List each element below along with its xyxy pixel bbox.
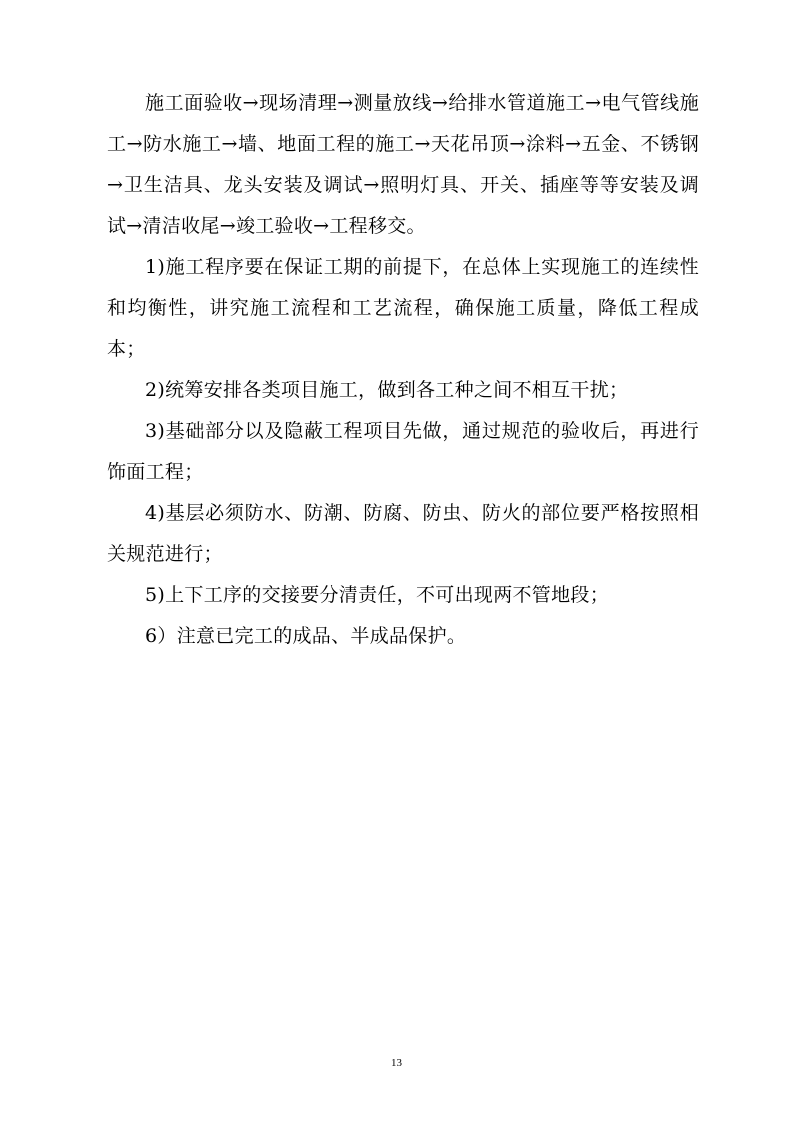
paragraph-item-2: 2)统筹安排各类项目施工，做到各工种之间不相互干扰； xyxy=(145,379,629,401)
paragraph-construction-sequence: 施工面验收→现场清理→测量放线→给排水管道施工→电气管线施工→防水施工→墙、地面工程的施工→天花吊顶→涂料→五金、不锈钢→卫生洁具、龙头安装及调试→照明灯具、开关、插座等等安装及调试→清洁收尾→竣工验收→工程移交。 xyxy=(107,92,699,237)
document-body xyxy=(107,83,699,657)
paragraph-item-4: 4)基层必须防水、防潮、防腐、防虫、防火的部位要严格按照相关规范进行； xyxy=(107,502,699,565)
paragraph-item-6: 6）注意已完工的成品、半成品保护。 xyxy=(145,625,467,647)
page-number: 13 xyxy=(391,1057,402,1069)
paragraph-item-3: 3)基础部分以及隐蔽工程项目先做，通过规范的验收后，再进行饰面工程； xyxy=(107,420,699,483)
paragraph-item-1: 1)施工程序要在保证工期的前提下，在总体上实现施工的连续性和均衡性，讲究施工流程和工艺流程，确保施工质量，降低工程成本； xyxy=(107,256,699,360)
paragraph-item-5: 5)上下工序的交接要分清责任，不可出现两不管地段； xyxy=(145,584,610,606)
